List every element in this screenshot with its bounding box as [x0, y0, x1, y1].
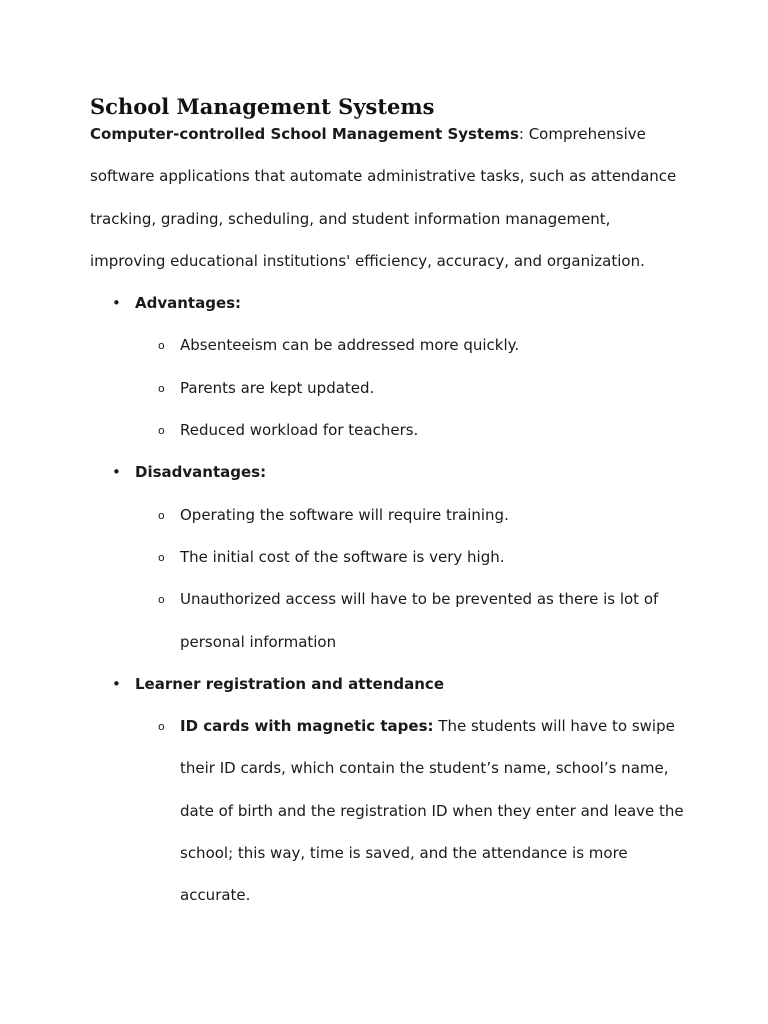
list-item-lead: ID cards with magnetic tapes:: [180, 717, 434, 736]
section-heading: Learner registration and attendance: [135, 674, 444, 693]
sub-list: [135, 494, 690, 663]
list-item-registration: [90, 663, 690, 917]
intro-paragraph: [90, 113, 690, 282]
sub-list: [135, 324, 690, 451]
intro-text: : Comprehensive software applications that automate administrative tasks, such as attendance tracking, grading, scheduling, and student information management, improving educational institutions' efficiency, accuracy, and organization.: [90, 125, 677, 270]
list-item-text: Parents are kept updated.: [180, 378, 375, 397]
sub-list: [135, 705, 690, 916]
circle-bullet-icon: o: [158, 381, 165, 395]
list-item-text: The initial cost of the software is very high.: [180, 547, 505, 566]
bullet-icon: •: [112, 674, 121, 693]
section-heading: Disadvantages:: [135, 463, 267, 482]
section-heading: Advantages:: [135, 294, 242, 313]
circle-bullet-icon: o: [158, 720, 165, 734]
list-item-text: Absenteeism can be addressed more quickly.: [180, 336, 520, 355]
list-item: [135, 324, 690, 366]
list-item-text: Unauthorized access will have to be prevented as there is lot of personal information: [180, 590, 659, 651]
bullet-icon: •: [112, 463, 121, 482]
list-item: [135, 409, 690, 451]
circle-bullet-icon: o: [158, 550, 165, 564]
list-item: [135, 705, 690, 916]
list-item-text: The students will have to swipe their ID cards, which contain the student’s name, school’s name, date of birth and the registration ID when they enter and leave the school; this way, time is saved, and the attendance is more accurate.: [180, 717, 684, 905]
intro-lead: Computer-controlled School Management Systems: [90, 125, 519, 143]
list-item: [135, 536, 690, 578]
circle-bullet-icon: o: [158, 593, 165, 607]
list-item: [135, 578, 690, 663]
circle-bullet-icon: o: [158, 339, 165, 353]
document-page: [90, 92, 690, 917]
list-item-text: Operating the software will require training.: [180, 505, 509, 524]
list-item-advantages: [90, 282, 690, 451]
list-item-disadvantages: [90, 451, 690, 662]
list-item: [135, 367, 690, 409]
list-item: [135, 494, 690, 536]
main-list: [90, 282, 690, 916]
circle-bullet-icon: o: [158, 424, 165, 438]
list-item-text: Reduced workload for teachers.: [180, 421, 419, 440]
page-title: School Management Systems: [90, 94, 435, 119]
bullet-icon: •: [112, 294, 121, 313]
circle-bullet-icon: o: [158, 508, 165, 522]
